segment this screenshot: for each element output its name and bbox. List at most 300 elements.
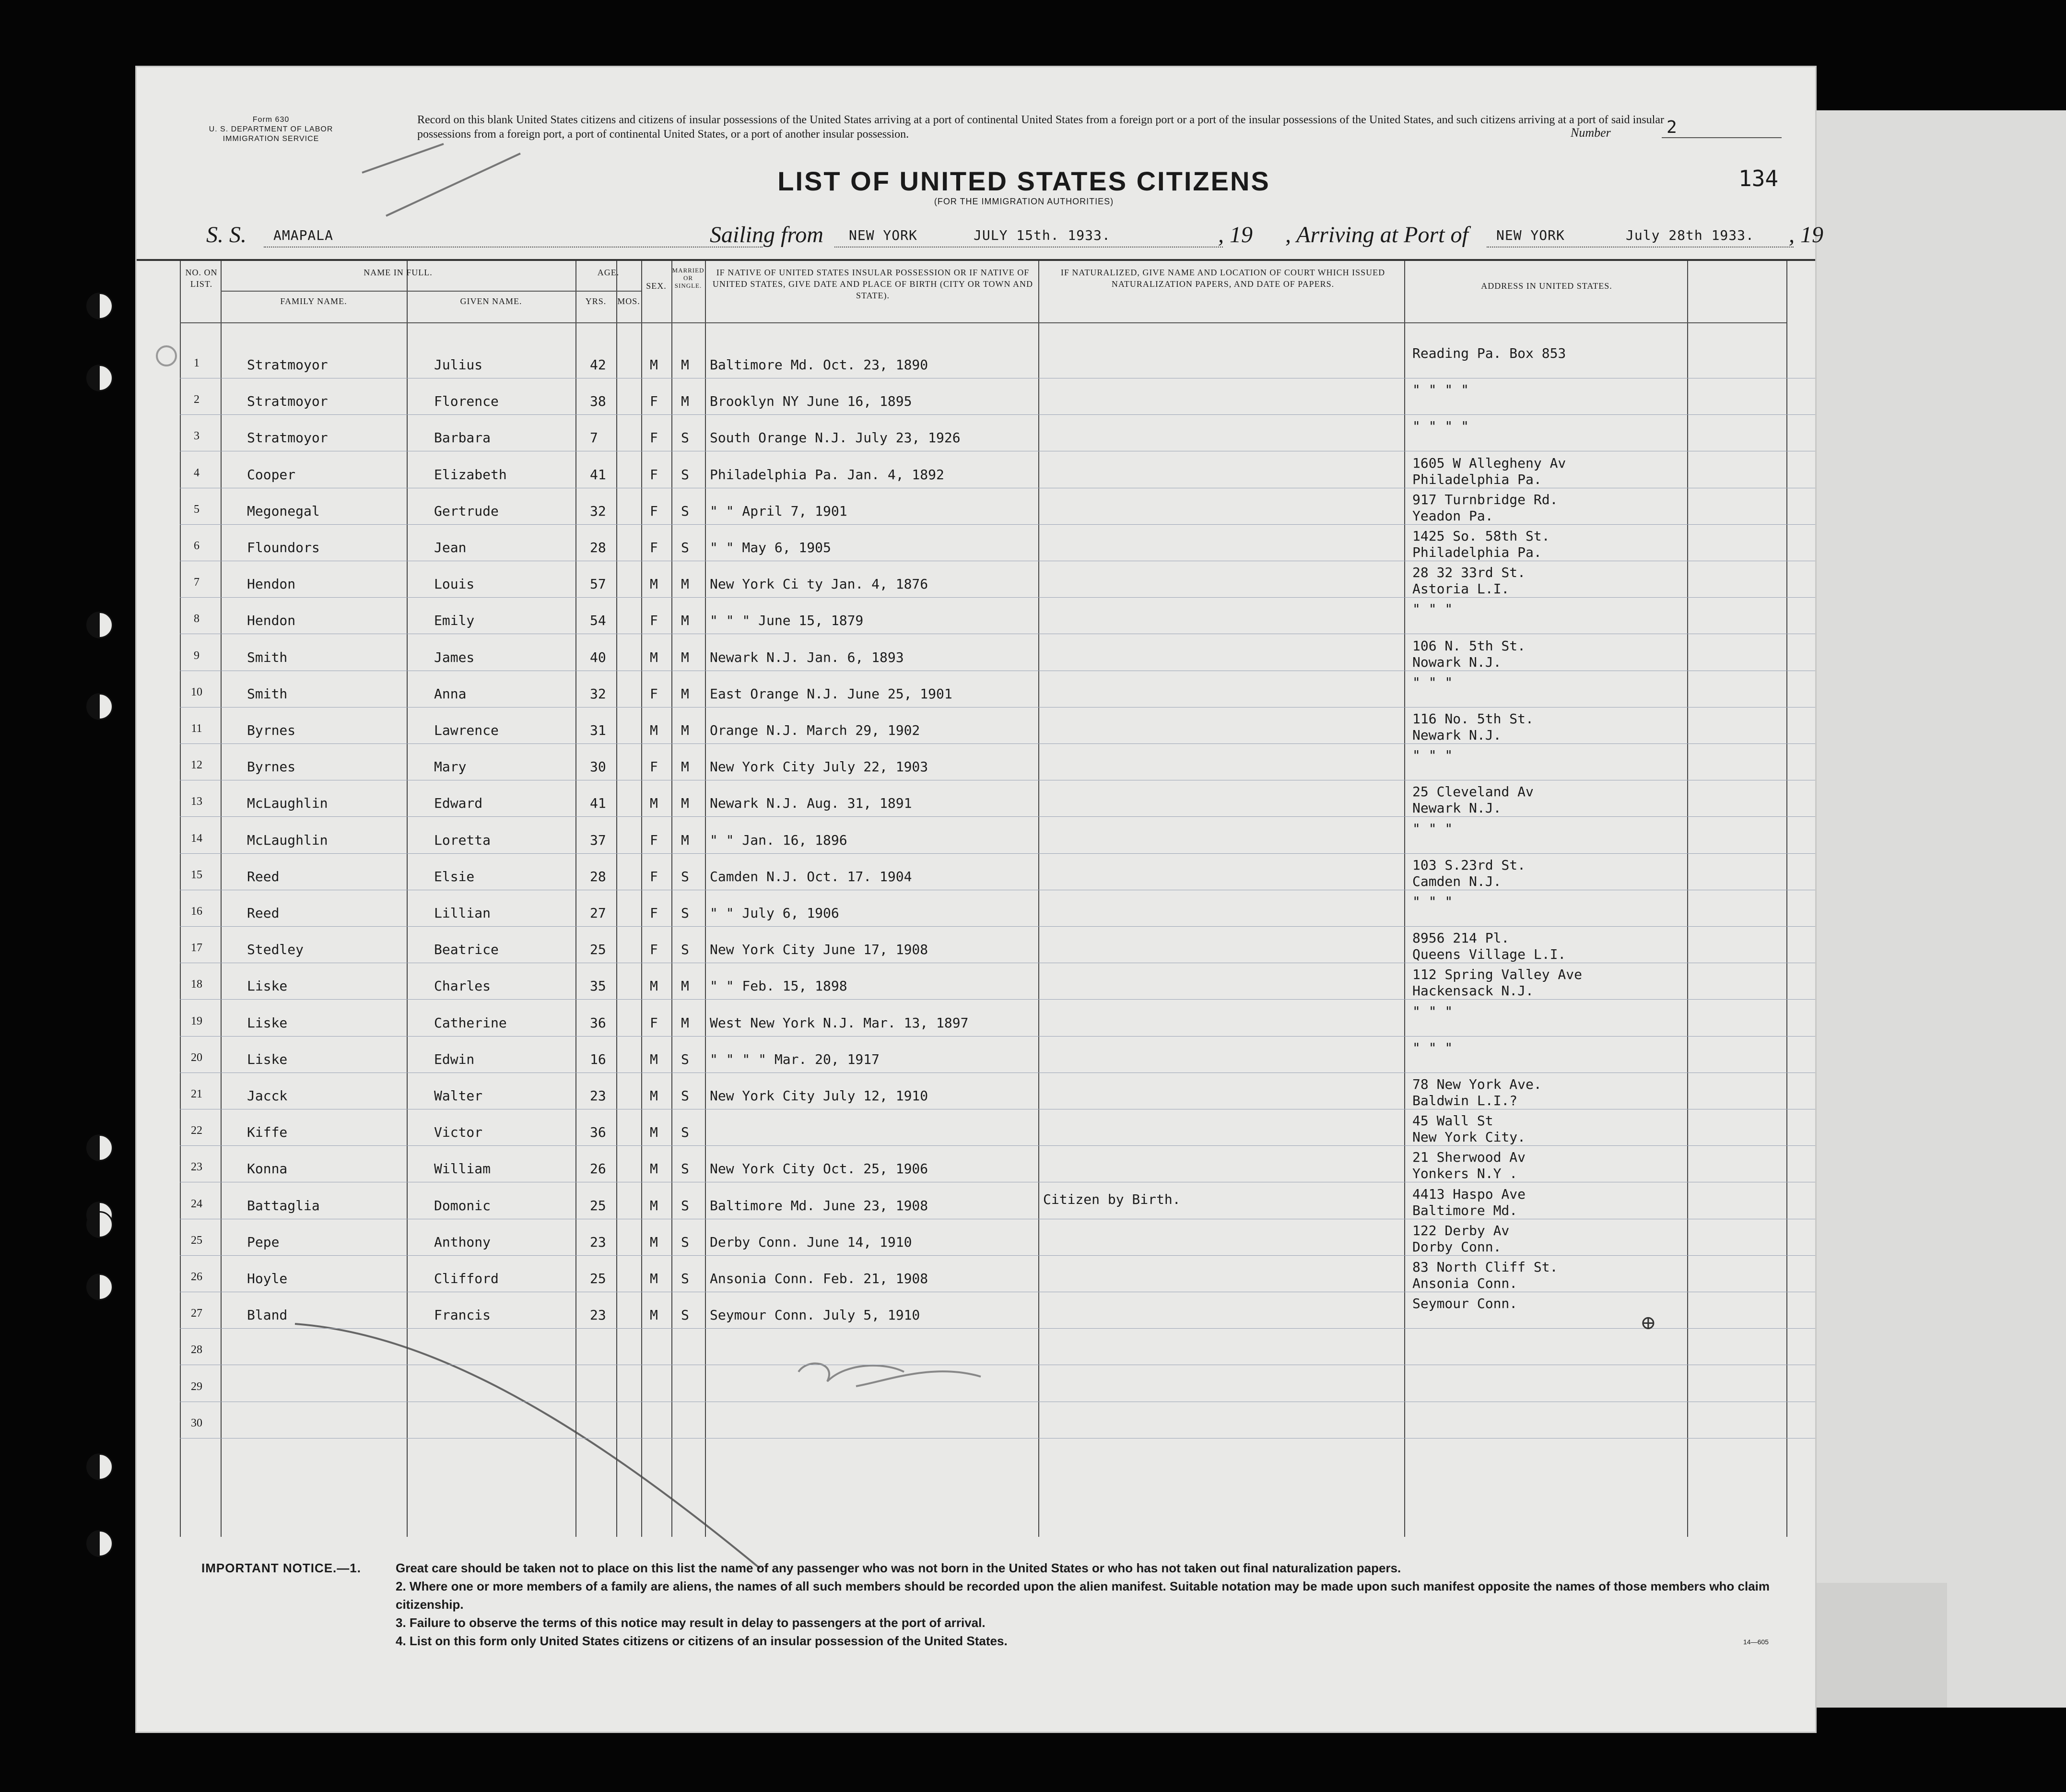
marital-status: S bbox=[681, 1197, 689, 1214]
address-line2: Baldwin L.I.? bbox=[1412, 1093, 1518, 1108]
family-name: Stedley bbox=[247, 942, 304, 958]
family-name: Smith bbox=[247, 649, 288, 665]
marital-status: S bbox=[681, 1124, 689, 1141]
address-line1: 83 North Cliff St. bbox=[1412, 1259, 1558, 1275]
binder-hole bbox=[86, 1134, 113, 1161]
arrival-port: NEW YORK bbox=[1496, 227, 1565, 243]
age-years: 37 bbox=[590, 832, 606, 848]
given-name: Lillian bbox=[434, 905, 491, 921]
birth-place-date: Brooklyn NY June 16, 1895 bbox=[710, 393, 912, 410]
address-line1: 122 Derby Av bbox=[1412, 1222, 1510, 1238]
address-line1: 112 Spring Valley Ave bbox=[1412, 967, 1583, 983]
age-years: 36 bbox=[590, 1124, 606, 1141]
notice-item: Great care should be taken not to place on this list the name of any passenger who was not born in the United States or who has not taken out final naturalization papers. bbox=[396, 1561, 1401, 1575]
sex: M bbox=[650, 795, 658, 812]
birth-place-date: Seymour Conn. July 5, 1910 bbox=[710, 1307, 920, 1323]
address-line1: Reading Pa. Box 853 bbox=[1412, 345, 1566, 361]
given-name: Edwin bbox=[434, 1051, 475, 1067]
sex: M bbox=[650, 1197, 658, 1214]
birth-place-date: New York City July 22, 1903 bbox=[710, 759, 928, 775]
address-line1: 1425 So. 58th St. bbox=[1412, 528, 1550, 544]
address-line2: Queens Village L.I. bbox=[1412, 946, 1566, 963]
birth-place-date: Newark N.J. Aug. 31, 1891 bbox=[710, 795, 912, 812]
marital-status: M bbox=[681, 576, 689, 592]
marital-status: M bbox=[681, 649, 689, 665]
arrival-date: July 28th 1933. bbox=[1626, 227, 1754, 243]
row-number: 18 bbox=[191, 978, 202, 991]
table-border-right bbox=[1786, 261, 1787, 1537]
col-divider bbox=[575, 261, 576, 1537]
department-name: U. S. DEPARTMENT OF LABOR bbox=[209, 125, 333, 133]
given-name: Louis bbox=[434, 576, 475, 592]
row-rule bbox=[180, 743, 1815, 744]
notice-item: 4. List on this form only United States citizens or citizens of an insular possession of the United States. bbox=[396, 1634, 1008, 1648]
age-years: 25 bbox=[590, 1197, 606, 1214]
birth-place-date: South Orange N.J. July 23, 1926 bbox=[710, 430, 961, 446]
address-line2: Ansonia Conn. bbox=[1412, 1275, 1518, 1291]
given-name: Emily bbox=[434, 613, 475, 629]
row-number: 13 bbox=[191, 795, 202, 808]
birth-place-date: New York Ci ty Jan. 4, 1876 bbox=[710, 576, 928, 592]
marital-status: M bbox=[681, 685, 689, 702]
sailing-port: NEW YORK bbox=[849, 227, 917, 243]
address-line1: 21 Sherwood Av bbox=[1412, 1149, 1526, 1166]
address-line1: 116 No. 5th St. bbox=[1412, 711, 1534, 727]
year-prefix: , 19 bbox=[1218, 222, 1253, 248]
notice-item: 3. Failure to observe the terms of this notice may result in delay to passengers at the port of arrival. bbox=[396, 1615, 986, 1630]
row-number: 11 bbox=[191, 722, 202, 735]
col-header-naturalized: IF NATURALIZED, GIVE NAME AND LOCATION OF COURT WHICH ISSUED NATURALIZATION PAPERS, AND DATE OF PAPERS. bbox=[1060, 268, 1385, 289]
col-header-family: FAMILY NAME. bbox=[280, 296, 347, 306]
family-name: Stratmoyor bbox=[247, 357, 328, 373]
col-divider bbox=[1687, 261, 1688, 1537]
family-name: Liske bbox=[247, 978, 288, 994]
address-line1: " " " " bbox=[1412, 418, 1469, 435]
age-years: 32 bbox=[590, 503, 606, 519]
arriving-label: , Arriving at Port of bbox=[1285, 222, 1468, 248]
sex: F bbox=[650, 685, 658, 702]
address-line1: 45 Wall St bbox=[1412, 1113, 1493, 1129]
row-number: 12 bbox=[191, 759, 202, 772]
row-rule bbox=[180, 1255, 1815, 1256]
marital-status: S bbox=[681, 1307, 689, 1323]
row-rule bbox=[180, 999, 1815, 1000]
address-line2: Camden N.J. bbox=[1412, 873, 1502, 889]
col-header-yrs: YRS. bbox=[585, 296, 607, 306]
service-name: IMMIGRATION SERVICE bbox=[223, 135, 319, 143]
sex: M bbox=[650, 722, 658, 738]
row-rule bbox=[180, 853, 1815, 854]
row-number: 24 bbox=[191, 1197, 202, 1210]
ship-name: AMAPALA bbox=[273, 227, 334, 243]
address-line2: Philadelphia Pa. bbox=[1412, 544, 1542, 560]
sex: M bbox=[650, 1234, 658, 1250]
sex: F bbox=[650, 942, 658, 958]
row-number: 6 bbox=[194, 540, 200, 552]
col-header-age: AGE. bbox=[597, 268, 620, 277]
row-number: 1 bbox=[194, 357, 200, 369]
back-sheet bbox=[1784, 110, 2066, 1708]
address-line1: " " " bbox=[1412, 894, 1453, 909]
birth-place-date: " " April 7, 1901 bbox=[710, 503, 847, 519]
address-line1: " " " bbox=[1412, 674, 1453, 690]
binder-hole bbox=[86, 1211, 113, 1238]
address-line1: " " " bbox=[1412, 1003, 1453, 1019]
sex: F bbox=[650, 466, 658, 483]
notice-items bbox=[396, 1559, 1786, 1650]
age-years: 26 bbox=[590, 1161, 606, 1177]
age-years: 16 bbox=[590, 1051, 606, 1067]
birth-place-date: Derby Conn. June 14, 1910 bbox=[710, 1234, 912, 1250]
binder-hole bbox=[86, 1530, 113, 1557]
notice-item: 2. Where one or more members of a family are aliens, the names of all such members should be recorded upon the alien manifest. Suitable notation may be made upon such manifest opposite the names of those members who claim citizenship. bbox=[396, 1579, 1770, 1612]
col-divider bbox=[641, 261, 642, 1537]
given-name: Walter bbox=[434, 1088, 483, 1104]
given-name: Elsie bbox=[434, 868, 475, 884]
age-years: 23 bbox=[590, 1088, 606, 1104]
given-name: Barbara bbox=[434, 430, 491, 446]
address-line1: " " " " bbox=[1412, 382, 1469, 398]
family-name: Liske bbox=[247, 1051, 288, 1067]
given-name: Jean bbox=[434, 540, 467, 555]
address-line1: Seymour Conn. bbox=[1412, 1296, 1518, 1312]
list-number-label: Number bbox=[1571, 126, 1611, 140]
family-name: Stratmoyor bbox=[247, 393, 328, 410]
family-name: Byrnes bbox=[247, 722, 296, 738]
marital-status: M bbox=[681, 613, 689, 629]
family-name: Bland bbox=[247, 1307, 288, 1323]
header-bottom-line bbox=[180, 322, 1786, 323]
family-name: Jacck bbox=[247, 1088, 288, 1104]
sailing-label: Sailing from bbox=[710, 222, 823, 248]
col-divider bbox=[671, 261, 672, 1537]
row-number: 5 bbox=[194, 503, 200, 516]
address-line2: Philadelphia Pa. bbox=[1412, 471, 1542, 487]
page-title: LIST OF UNITED STATES CITIZENS bbox=[777, 166, 1270, 196]
row-number: 26 bbox=[191, 1271, 202, 1283]
age-years: 35 bbox=[590, 978, 606, 994]
birth-place-date: New York City July 12, 1910 bbox=[710, 1088, 928, 1104]
row-number: 29 bbox=[191, 1380, 202, 1393]
birth-place-date: Ansonia Conn. Feb. 21, 1908 bbox=[710, 1271, 928, 1286]
age-years: 41 bbox=[590, 795, 606, 812]
page-subtitle: (FOR THE IMMIGRATION AUTHORITIES) bbox=[934, 197, 1114, 206]
family-name: Cooper bbox=[247, 466, 296, 483]
birth-place-date: " " Jan. 16, 1896 bbox=[710, 832, 847, 848]
birth-place-date: Baltimore Md. Oct. 23, 1890 bbox=[710, 357, 928, 373]
address-line2: Yeadon Pa. bbox=[1412, 507, 1493, 524]
age-years: 40 bbox=[590, 649, 606, 665]
row-number: 15 bbox=[191, 868, 202, 881]
address-line2: New York City. bbox=[1412, 1129, 1526, 1145]
birth-place-date: " " " June 15, 1879 bbox=[710, 613, 864, 629]
sex: F bbox=[650, 905, 658, 921]
given-name: Anthony bbox=[434, 1234, 491, 1250]
given-name: Mary bbox=[434, 759, 467, 775]
age-years: 25 bbox=[590, 942, 606, 958]
passenger-table bbox=[137, 259, 1815, 1537]
address-line2: Astoria L.I. bbox=[1412, 581, 1510, 597]
sex: F bbox=[650, 393, 658, 410]
binder-hole bbox=[86, 1453, 113, 1480]
sailing-underline bbox=[834, 247, 1223, 248]
row-number: 7 bbox=[194, 576, 200, 589]
address-line1: " " " bbox=[1412, 747, 1453, 764]
given-name: Francis bbox=[434, 1307, 491, 1323]
sex: F bbox=[650, 832, 658, 848]
age-years: 28 bbox=[590, 540, 606, 555]
col-divider bbox=[616, 261, 617, 1537]
binder-hole bbox=[86, 1273, 113, 1300]
manifest-page bbox=[137, 67, 1823, 1732]
row-number: 25 bbox=[191, 1234, 202, 1247]
marital-status: S bbox=[681, 942, 689, 958]
row-rule bbox=[180, 1328, 1815, 1329]
birth-place-date: Orange N.J. March 29, 1902 bbox=[710, 722, 920, 738]
pin-mark-icon: ⊕ bbox=[1640, 1312, 1656, 1334]
address-line1: 8956 214 Pl. bbox=[1412, 930, 1510, 946]
given-name: Julius bbox=[434, 357, 483, 373]
col-divider bbox=[221, 261, 222, 1537]
marital-status: S bbox=[681, 1161, 689, 1177]
given-name: Loretta bbox=[434, 832, 491, 848]
marital-status: S bbox=[681, 430, 689, 446]
given-name: Domonic bbox=[434, 1197, 491, 1214]
marital-status: S bbox=[681, 540, 689, 555]
given-name: Elizabeth bbox=[434, 466, 507, 483]
marital-status: M bbox=[681, 393, 689, 410]
address-line2: Dorby Conn. bbox=[1412, 1238, 1502, 1255]
marital-status: M bbox=[681, 832, 689, 848]
row-number: 28 bbox=[191, 1344, 202, 1356]
ship-underline bbox=[264, 247, 763, 248]
sex: F bbox=[650, 1014, 658, 1031]
given-name: Lawrence bbox=[434, 722, 499, 738]
col-header-name: NAME IN FULL. bbox=[364, 268, 433, 277]
family-name: Floundors bbox=[247, 540, 320, 555]
sex: M bbox=[650, 1051, 658, 1067]
age-years: 25 bbox=[590, 1271, 606, 1286]
voyage-line bbox=[206, 222, 1823, 250]
row-number: 17 bbox=[191, 942, 202, 955]
birth-place-date: Baltimore Md. June 23, 1908 bbox=[710, 1197, 928, 1214]
arrival-underline bbox=[1487, 247, 1794, 248]
col-header-no: NO. ON LIST. bbox=[185, 268, 218, 289]
header-subline bbox=[575, 291, 641, 292]
binder-hole bbox=[86, 293, 113, 319]
sailing-date: JULY 15th. 1933. bbox=[974, 227, 1111, 243]
address-line2: Newark N.J. bbox=[1412, 800, 1502, 816]
marital-status: M bbox=[681, 1014, 689, 1031]
address-line1: 917 Turnbridge Rd. bbox=[1412, 491, 1558, 507]
row-number: 9 bbox=[194, 649, 200, 662]
family-name: Kiffe bbox=[247, 1124, 288, 1141]
col-header-sex: SEX. bbox=[646, 281, 667, 291]
family-name: Pepe bbox=[247, 1234, 280, 1250]
marital-status: M bbox=[681, 795, 689, 812]
row-number: 20 bbox=[191, 1051, 202, 1064]
table-border-left bbox=[180, 261, 181, 1537]
age-years: 57 bbox=[590, 576, 606, 592]
address-line2: Hackensack N.J. bbox=[1412, 983, 1534, 999]
row-rule bbox=[180, 597, 1815, 598]
ss-label: S. S. bbox=[206, 222, 247, 248]
address-line1: 1605 W Allegheny Av bbox=[1412, 455, 1566, 471]
birth-place-date: " " July 6, 1906 bbox=[710, 905, 839, 921]
given-name: Beatrice bbox=[434, 942, 499, 958]
age-years: 41 bbox=[590, 466, 606, 483]
row-number: 19 bbox=[191, 1014, 202, 1027]
list-number-value: 2 bbox=[1662, 118, 1782, 138]
address-line1: 78 New York Ave. bbox=[1412, 1076, 1542, 1092]
sex: F bbox=[650, 430, 658, 446]
given-name: Anna bbox=[434, 685, 467, 702]
address-line1: 28 32 33rd St. bbox=[1412, 565, 1526, 581]
address-line1: " " " bbox=[1412, 1039, 1453, 1056]
given-name: Clifford bbox=[434, 1271, 499, 1286]
row-number: 2 bbox=[194, 393, 200, 406]
marital-status: S bbox=[681, 868, 689, 884]
col-header-mos: MOS. bbox=[617, 296, 640, 306]
binder-hole bbox=[86, 365, 113, 391]
marital-status: S bbox=[681, 1271, 689, 1286]
col-divider bbox=[407, 261, 408, 1537]
sex: F bbox=[650, 759, 658, 775]
form-identifier bbox=[175, 115, 367, 144]
birth-place-date: Philadelphia Pa. Jan. 4, 1892 bbox=[710, 466, 944, 483]
row-number: 30 bbox=[191, 1416, 202, 1429]
family-name: Liske bbox=[247, 1014, 288, 1031]
birth-place-date: " " " " Mar. 20, 1917 bbox=[710, 1051, 880, 1067]
col-header-given: GIVEN NAME. bbox=[460, 296, 522, 306]
birth-place-date: West New York N.J. Mar. 13, 1897 bbox=[710, 1014, 969, 1031]
form-instructions: Record on this blank United States citizens and citizens of insular possessions of the United States arriving at a port of continental United States from a foreign port or a port of the insular possessions of the United States, and such citizens arriving at a port of said insular possessions from a foreign port, a port of continental United States, or a port of another insular possession. bbox=[417, 114, 1664, 141]
given-name: Catherine bbox=[434, 1014, 507, 1031]
sex: M bbox=[650, 978, 658, 994]
sex: M bbox=[650, 1271, 658, 1286]
family-name: Hendon bbox=[247, 613, 296, 629]
age-years: 7 bbox=[590, 430, 598, 446]
address-line2: Newark N.J. bbox=[1412, 727, 1502, 743]
family-name: Byrnes bbox=[247, 759, 296, 775]
row-number: 21 bbox=[191, 1088, 202, 1100]
family-name: Hendon bbox=[247, 576, 296, 592]
given-name: Victor bbox=[434, 1124, 483, 1141]
marital-status: S bbox=[681, 1234, 689, 1250]
row-rule bbox=[180, 816, 1815, 817]
marital-status: M bbox=[681, 759, 689, 775]
notice-heading: IMPORTANT NOTICE.—1. bbox=[201, 1561, 361, 1575]
row-number: 14 bbox=[191, 832, 202, 845]
address-line1: 106 N. 5th St. bbox=[1412, 637, 1526, 654]
col-divider bbox=[1038, 261, 1039, 1537]
family-name: Stratmoyor bbox=[247, 430, 328, 446]
age-years: 31 bbox=[590, 722, 606, 738]
binder-hole bbox=[86, 693, 113, 720]
family-name: McLaughlin bbox=[247, 832, 328, 848]
sex: F bbox=[650, 503, 658, 519]
marital-status: S bbox=[681, 1088, 689, 1104]
age-years: 42 bbox=[590, 357, 606, 373]
header-subline bbox=[221, 291, 575, 292]
address-line1: 25 Cleveland Av bbox=[1412, 784, 1534, 800]
birth-place-date: " " May 6, 1905 bbox=[710, 540, 831, 555]
age-years: 32 bbox=[590, 685, 606, 702]
binder-hole bbox=[86, 612, 113, 638]
address-line1: 103 S.23rd St. bbox=[1412, 857, 1526, 873]
col-header-birth: IF NATIVE OF UNITED STATES INSULAR POSSESSION OR IF NATIVE OF UNITED STATES, GIVE DATE AND PLACE OF BIRTH (CITY OR TOWN AND STATE). bbox=[712, 268, 1033, 300]
family-name: McLaughlin bbox=[247, 795, 328, 812]
family-name: Hoyle bbox=[247, 1271, 288, 1286]
birth-place-date: Newark N.J. Jan. 6, 1893 bbox=[710, 649, 904, 665]
row-rule bbox=[180, 524, 1815, 525]
col-divider bbox=[705, 261, 706, 1537]
family-name: Reed bbox=[247, 868, 280, 884]
row-number: 10 bbox=[191, 685, 202, 698]
given-name: Charles bbox=[434, 978, 491, 994]
given-name: Edward bbox=[434, 795, 483, 812]
naturalized-note: Citizen by Birth. bbox=[1043, 1191, 1181, 1207]
sex: M bbox=[650, 1161, 658, 1177]
birth-place-date: New York City Oct. 25, 1906 bbox=[710, 1161, 928, 1177]
marital-status: S bbox=[681, 503, 689, 519]
family-name: Reed bbox=[247, 905, 280, 921]
row-number: 22 bbox=[191, 1124, 202, 1137]
age-years: 54 bbox=[590, 613, 606, 629]
age-years: 30 bbox=[590, 759, 606, 775]
family-name: Konna bbox=[247, 1161, 288, 1177]
address-line2: Yonkers N.Y . bbox=[1412, 1166, 1518, 1182]
family-name: Megonegal bbox=[247, 503, 320, 519]
sex: M bbox=[650, 357, 658, 373]
sex: F bbox=[650, 868, 658, 884]
address-line1: 4413 Haspo Ave bbox=[1412, 1186, 1526, 1202]
sex: F bbox=[650, 540, 658, 555]
sex: M bbox=[650, 576, 658, 592]
birth-place-date: East Orange N.J. June 25, 1901 bbox=[710, 685, 952, 702]
marital-status: S bbox=[681, 1051, 689, 1067]
col-header-married: MARRIED OR SINGLE. bbox=[672, 267, 704, 289]
given-name: James bbox=[434, 649, 475, 665]
age-years: 27 bbox=[590, 905, 606, 921]
page-number: 134 bbox=[1738, 165, 1779, 191]
family-name: Battaglia bbox=[247, 1197, 320, 1214]
age-years: 23 bbox=[590, 1307, 606, 1323]
address-line2: Nowark N.J. bbox=[1412, 654, 1502, 670]
row-rule bbox=[180, 1036, 1815, 1037]
address-line1: " " " bbox=[1412, 601, 1453, 617]
birth-place-date: New York City June 17, 1908 bbox=[710, 942, 928, 958]
marital-status: M bbox=[681, 357, 689, 373]
given-name: Gertrude bbox=[434, 503, 499, 519]
address-line2: Baltimore Md. bbox=[1412, 1202, 1518, 1218]
address-line1: " " " bbox=[1412, 820, 1453, 837]
age-years: 23 bbox=[590, 1234, 606, 1250]
sex: M bbox=[650, 1088, 658, 1104]
birth-place-date: " " Feb. 15, 1898 bbox=[710, 978, 847, 994]
marital-status: M bbox=[681, 722, 689, 738]
form-footer-code: 14—605 bbox=[1743, 1638, 1769, 1646]
row-rule bbox=[180, 414, 1815, 415]
row-number: 3 bbox=[194, 430, 200, 443]
marital-status: S bbox=[681, 905, 689, 921]
row-number: 23 bbox=[191, 1161, 202, 1174]
row-number: 4 bbox=[194, 466, 200, 479]
age-years: 28 bbox=[590, 868, 606, 884]
col-header-address: ADDRESS IN UNITED STATES. bbox=[1481, 281, 1612, 291]
sex: M bbox=[650, 1307, 658, 1323]
birth-place-date: Camden N.J. Oct. 17. 1904 bbox=[710, 868, 912, 884]
